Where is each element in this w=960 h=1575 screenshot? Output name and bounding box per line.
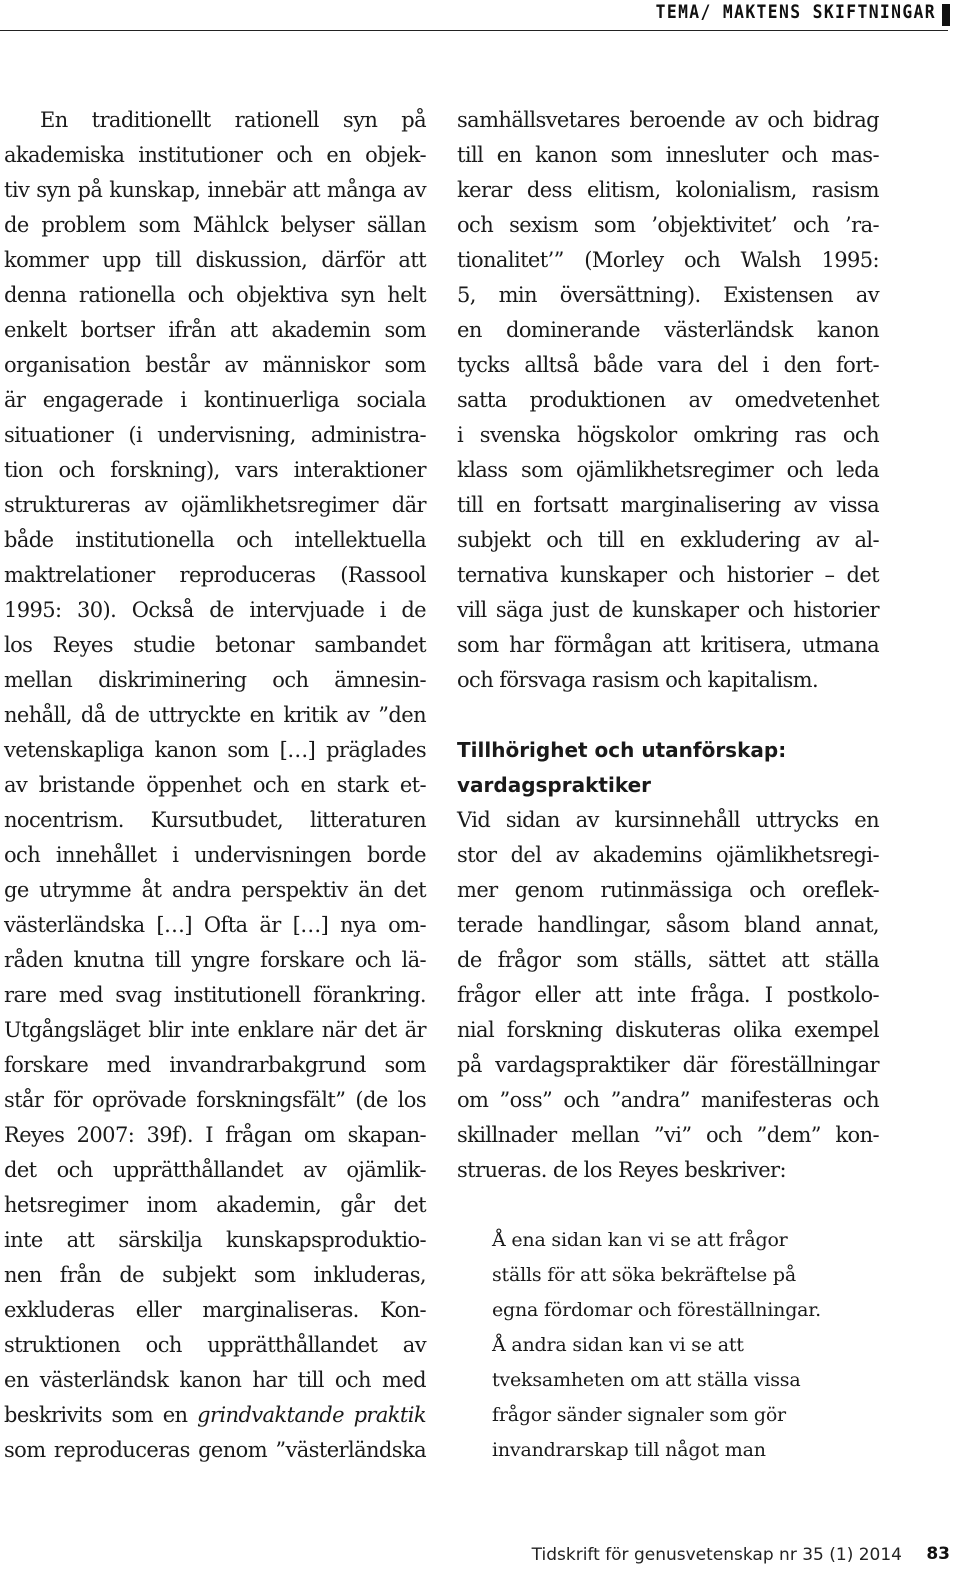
page-number: 83 xyxy=(926,1544,950,1564)
left-column xyxy=(4,103,426,1468)
section-heading: vardagspraktiker xyxy=(457,773,652,797)
paragraph-line: en västerländsk kanon har till och med xyxy=(4,1368,426,1392)
paragraph-line: mer genom rutinmässiga och oreflek- xyxy=(457,878,879,902)
quote-line: Å ena sidan kan vi se att frågor xyxy=(492,1229,788,1251)
right-column xyxy=(457,103,879,1468)
header-rule xyxy=(0,30,948,31)
paragraph-line: klass som ojämlikhetsregimer och leda xyxy=(457,458,879,482)
paragraph-line: organisation består av människor som xyxy=(4,353,426,377)
paragraph-line: vetenskapliga kanon som […] präglades xyxy=(4,738,426,762)
paragraph-line: en dominerande västerländsk kanon xyxy=(457,318,879,342)
paragraph-line: maktrelationer reproduceras (Rassool xyxy=(4,563,426,587)
paragraph-line: i svenska högskolor omkring ras och xyxy=(457,423,879,447)
paragraph-line: kommer upp till diskussion, därför att xyxy=(4,248,426,272)
paragraph-line: akademiska institutioner och en objek- xyxy=(4,143,426,167)
paragraph-line: rare med svag institutionell förankring. xyxy=(4,983,426,1007)
page-footer xyxy=(0,1538,960,1572)
running-header xyxy=(0,0,960,30)
quote-line: ställs för att söka bekräftelse på xyxy=(492,1264,797,1286)
paragraph-text: beskrivits som en xyxy=(4,1403,198,1427)
paragraph-line: nial forskning diskuteras olika exempel xyxy=(457,1018,879,1042)
paragraph-line: exkluderas eller marginaliseras. Kon- xyxy=(4,1298,426,1322)
paragraph-line: det och upprätthållandet av ojämlik- xyxy=(4,1158,426,1182)
paragraph-line: strueras. de los Reyes beskriver: xyxy=(457,1158,786,1182)
paragraph-line: 1995: 30). Också de intervjuade i de xyxy=(4,598,426,622)
paragraph-line: tiv syn på kunskap, innebär att många av xyxy=(4,178,426,202)
paragraph-line: frågor eller att inte fråga. I postkolo- xyxy=(457,983,879,1007)
paragraph-line: som reproduceras genom ”västerländska xyxy=(4,1438,426,1462)
paragraph-line: och försvaga rasism och kapitalism. xyxy=(457,668,819,692)
paragraph-line: om ”oss” och ”andra” manifesteras och xyxy=(457,1088,879,1112)
paragraph-line: struktionen och upprätthållandet av xyxy=(4,1333,426,1357)
paragraph-line: struktureras av ojämlikhetsregimer där xyxy=(4,493,426,517)
spacer xyxy=(457,698,879,733)
paragraph-line: nehåll, då de uttryckte en kritik av ”den xyxy=(4,703,426,727)
paragraph-line: stor del av akademins ojämlikhetsregi- xyxy=(457,843,879,867)
paragraph-line: kerar dess elitism, kolonialism, rasism xyxy=(457,178,879,202)
paragraph-line: forskare med invandrarbakgrund som xyxy=(4,1053,426,1077)
paragraph-line: västerländska […] Ofta är […] nya om- xyxy=(4,913,426,937)
paragraph-line: ternativa kunskaper och historier – det xyxy=(457,563,879,587)
paragraph-line: denna rationella och objektiva syn helt xyxy=(4,283,426,307)
paragraph-line: inte att särskilja kunskapsproduktio- xyxy=(4,1228,426,1252)
paragraph-line: de problem som Mählck belyser sällan xyxy=(4,213,426,237)
paragraph-line: till en kanon som innesluter och mas- xyxy=(457,143,879,167)
paragraph-line: nocentrism. Kursutbudet, litteraturen xyxy=(4,808,426,832)
paragraph-line: som har förmågan att kritisera, utmana xyxy=(457,633,879,657)
paragraph-line: nen från de subjekt som inkluderas, xyxy=(4,1263,426,1287)
paragraph-line: 5, min översättning). Existensen av xyxy=(457,283,879,307)
paragraph-line: subjekt och till en exkludering av al- xyxy=(457,528,879,552)
journal-citation: Tidskrift för genusvetenskap nr 35 (1) 2014 xyxy=(531,1545,902,1565)
paragraph-line: är engagerade i kontinuerliga sociala xyxy=(4,388,426,412)
paragraph-line: hetsregimer inom akademin, går det xyxy=(4,1193,426,1217)
quote-line: Å andra sidan kan vi se att xyxy=(492,1334,744,1356)
quote-line: frågor sänder signaler som gör xyxy=(492,1404,786,1426)
paragraph-line: En traditionellt rationell syn på xyxy=(40,108,426,132)
paragraph-line: råden knutna till yngre forskare och lä- xyxy=(4,948,426,972)
paragraph-line: tionalitet’” (Morley och Walsh 1995: xyxy=(457,248,879,272)
paragraph-line: och sexism som ’objektivitet’ och ’ra- xyxy=(457,213,879,237)
paragraph-line: satta produktionen av omedvetenhet xyxy=(457,388,879,412)
quote-line: egna fördomar och föreställningar. xyxy=(492,1299,821,1321)
section-title: TEMA/ MAKTENS SKIFTNINGAR xyxy=(655,1,936,23)
paragraph-line: de frågor som ställs, sättet att ställa xyxy=(457,948,879,972)
paragraph-line: mellan diskriminering och ämnesin- xyxy=(4,668,426,692)
paragraph-line: vill säga just de kunskaper och historier xyxy=(457,598,879,622)
paragraph-line: samhällsvetares beroende av och bidrag xyxy=(457,108,879,132)
paragraph-line: både institutionella och intellektuella xyxy=(4,528,426,552)
paragraph-line: skillnader mellan ”vi” och ”dem” kon- xyxy=(457,1123,879,1147)
paragraph-line: står för oprövade forskningsfält” (de los xyxy=(4,1088,426,1112)
quote-line: tveksamheten om att ställa vissa xyxy=(492,1369,801,1391)
spacer xyxy=(457,1188,879,1223)
paragraph-line: terade handlingar, såsom bland annat, xyxy=(457,913,879,937)
paragraph-line: situationer (i undervisning, administra- xyxy=(4,423,426,447)
paragraph-line: och innehållet i undervisningen borde xyxy=(4,843,426,867)
section-heading: Tillhörighet och utanförskap: xyxy=(457,738,787,762)
paragraph-line: på vardagspraktiker där föreställningar xyxy=(457,1053,879,1077)
paragraph-line: av bristande öppenhet och en stark et- xyxy=(4,773,426,797)
header-marker-bar xyxy=(942,4,950,26)
paragraph-line: Reyes 2007: 39f). I frågan om skapan- xyxy=(4,1123,426,1147)
quote-line: invandrarskap till något man xyxy=(492,1439,766,1461)
paragraph-line-emphasis xyxy=(4,1398,426,1433)
paragraph-line: Utgångsläget blir inte enklare när det är xyxy=(4,1018,426,1042)
paragraph-line: enkelt bortser ifrån att akademin som xyxy=(4,318,426,342)
paragraph-line: tion och forskning), vars interaktioner xyxy=(4,458,426,482)
paragraph-line: till en fortsatt marginalisering av vissa xyxy=(457,493,879,517)
paragraph-line: los Reyes studie betonar sambandet xyxy=(4,633,426,657)
paragraph-line: ge utrymme åt andra perspektiv än det xyxy=(4,878,426,902)
paragraph-line: tycks alltså både vara del i den fort- xyxy=(457,353,879,377)
block-quote xyxy=(457,1223,879,1468)
paragraph-line: Vid sidan av kursinnehåll uttrycks en xyxy=(457,808,879,832)
emphasized-term: grindvaktande praktik xyxy=(197,1403,426,1427)
